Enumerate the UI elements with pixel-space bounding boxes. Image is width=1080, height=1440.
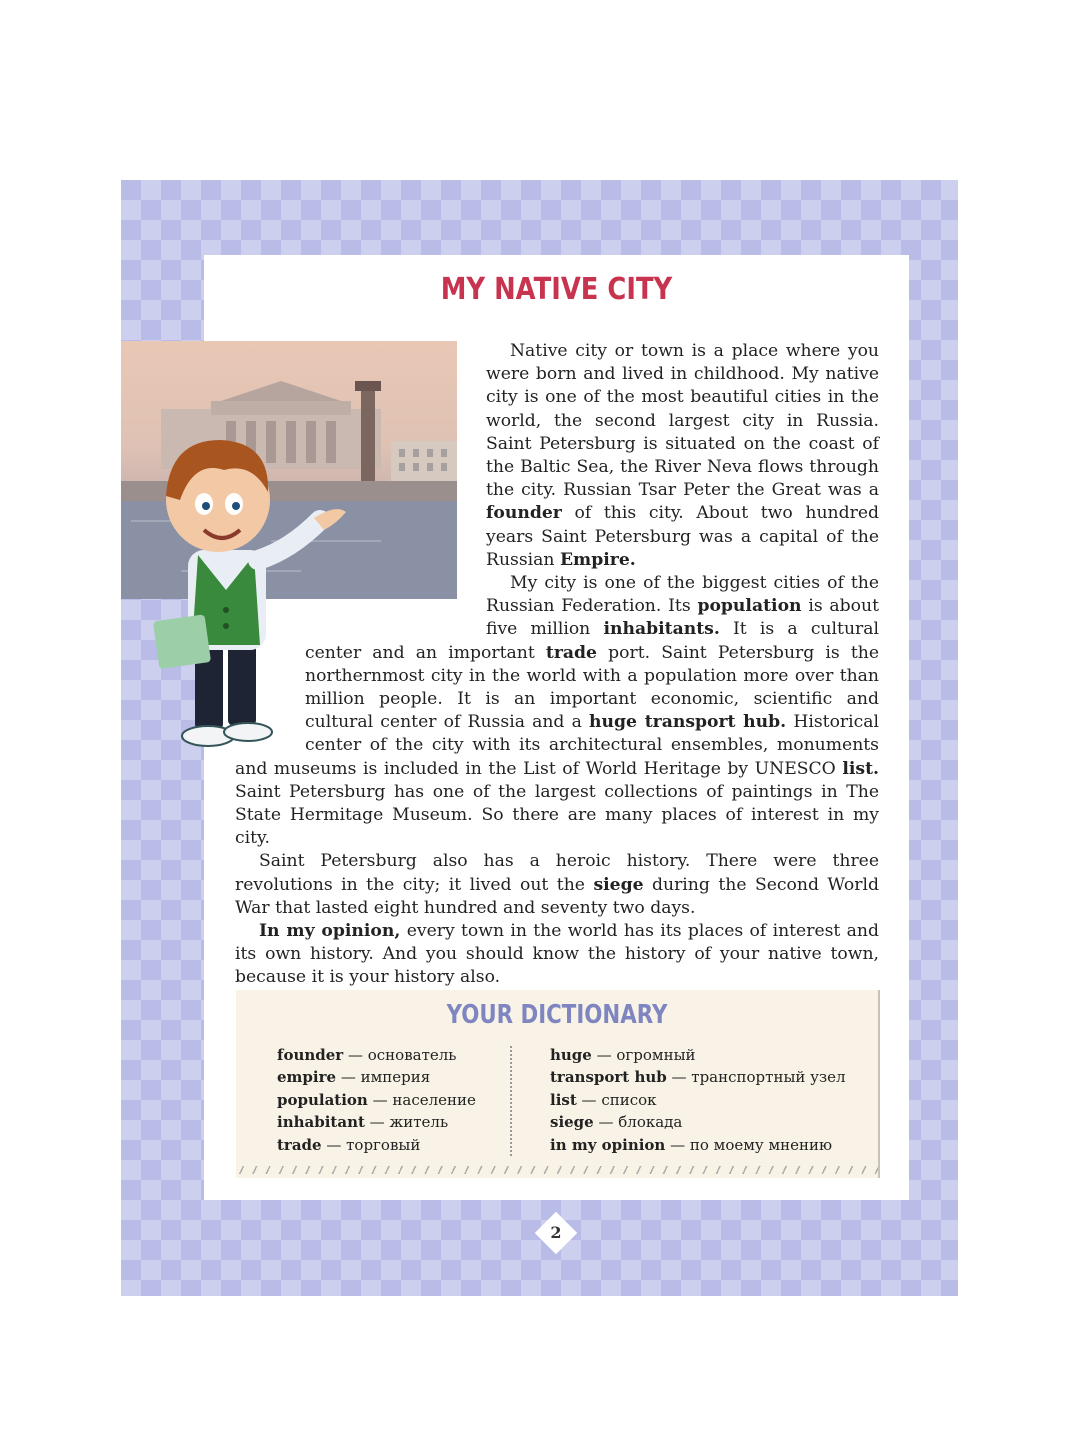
text-run: every town in the world has its places of interest and its own history. And you should know the history of your native town, because it is your history also. bbox=[235, 921, 879, 988]
dictionary-translation: — империя bbox=[336, 1068, 431, 1087]
dictionary-translation: — блокада bbox=[593, 1113, 683, 1132]
paragraph bbox=[235, 920, 879, 990]
dictionary-word: list bbox=[550, 1090, 577, 1109]
text-run: Saint Petersburg has one of the largest collections of paintings in The State Hermitage Museum. So there are many places of interest in my city. bbox=[235, 781, 879, 849]
page-number: 2 bbox=[550, 1223, 562, 1242]
dictionary-word: in my opinion bbox=[550, 1135, 666, 1154]
text-wrap-spacer bbox=[235, 340, 486, 636]
dictionary-translation: — огромный bbox=[591, 1046, 696, 1064]
dictionary-entry bbox=[277, 1111, 476, 1133]
dictionary-translation: — основатель bbox=[343, 1046, 457, 1064]
text-wrap-spacer bbox=[235, 636, 305, 751]
text-run: It is a cultural center and an important bbox=[305, 619, 879, 663]
text-run: during the Second World War that lasted eight hundred and seventy two days. bbox=[235, 874, 879, 918]
dictionary-word: inhabitant bbox=[277, 1113, 365, 1132]
dictionary-word: transport hub bbox=[550, 1068, 667, 1087]
dictionary-entry bbox=[277, 1134, 476, 1156]
vocabulary-term: trade bbox=[545, 642, 597, 663]
text-run: My city is one of the biggest cities of the Russian Federation. Its bbox=[486, 573, 879, 617]
dictionary-entry bbox=[550, 1111, 846, 1133]
dictionary-entry bbox=[550, 1134, 846, 1156]
dictionary-word: huge bbox=[550, 1046, 592, 1064]
article-text bbox=[235, 340, 879, 990]
text-run: is about five million bbox=[486, 596, 879, 640]
dictionary-translation: — торговый bbox=[321, 1135, 421, 1154]
text-run: Saint Petersburg also has a heroic history. There were three revolutions in the city; it lived out the bbox=[235, 851, 879, 895]
dictionary-left-column bbox=[277, 1044, 476, 1156]
vocabulary-term: population bbox=[697, 596, 802, 617]
dictionary-word: siege bbox=[550, 1113, 594, 1132]
dictionary-translation: — население bbox=[367, 1090, 476, 1109]
text-run: port. Saint Petersburg is the northernmost city in the world with a population more over than million people. It is an important economic, scientific and cultural center of Russia and a bbox=[305, 642, 879, 733]
dictionary-translation: — по моему мнению bbox=[665, 1135, 833, 1154]
vocabulary-term: founder bbox=[486, 503, 562, 524]
text-run: Historical center of the city with its architectural ensembles, monuments and museums is included in the List of World Heritage by UNESCO bbox=[235, 712, 879, 779]
page-title: MY NATIVE CITY bbox=[440, 272, 673, 307]
text-run: of this city. About two hundred years Saint Petersburg was a capital of the Russian bbox=[486, 503, 879, 570]
dictionary-title: YOUR DICTIONARY bbox=[446, 1000, 668, 1030]
vocabulary-term: list. bbox=[842, 758, 879, 779]
dictionary-translation: — список bbox=[576, 1090, 657, 1109]
dictionary-word: empire bbox=[277, 1068, 337, 1087]
dictionary-entry bbox=[550, 1044, 846, 1066]
dictionary-word: trade bbox=[277, 1135, 322, 1154]
dictionary-entry bbox=[277, 1089, 476, 1111]
dictionary-translation: — транспортный узел bbox=[666, 1068, 846, 1087]
dictionary-entry bbox=[277, 1044, 476, 1066]
dictionary-entry bbox=[550, 1089, 846, 1111]
text-run: Native city or town is a place where you were born and lived in childhood. My native city is one of the most beautiful cities in the world, the second largest city in Russia. Saint Petersburg is situated on the coast of the Baltic Sea, the River Neva flows through the city. Russian Tsar Peter the Great was a bbox=[486, 341, 879, 501]
dictionary-entry bbox=[277, 1066, 476, 1088]
dictionary-word: population bbox=[277, 1090, 368, 1109]
dictionary-decorative-border bbox=[236, 1166, 878, 1174]
dictionary-right-column bbox=[550, 1044, 846, 1156]
paragraph bbox=[235, 850, 879, 920]
dictionary-translation: — житель bbox=[364, 1113, 449, 1132]
dictionary-divider bbox=[510, 1046, 512, 1156]
vocabulary-term: Empire. bbox=[559, 549, 636, 570]
page-number-badge bbox=[541, 1218, 571, 1248]
dictionary-box bbox=[236, 990, 880, 1178]
dictionary-entry bbox=[550, 1066, 846, 1088]
dictionary-word: founder bbox=[277, 1046, 344, 1064]
vocabulary-term: In my opinion, bbox=[259, 921, 401, 942]
vocabulary-term: huge transport hub. bbox=[589, 712, 787, 733]
vocabulary-term: inhabitants. bbox=[603, 619, 720, 640]
vocabulary-term: siege bbox=[593, 874, 644, 895]
